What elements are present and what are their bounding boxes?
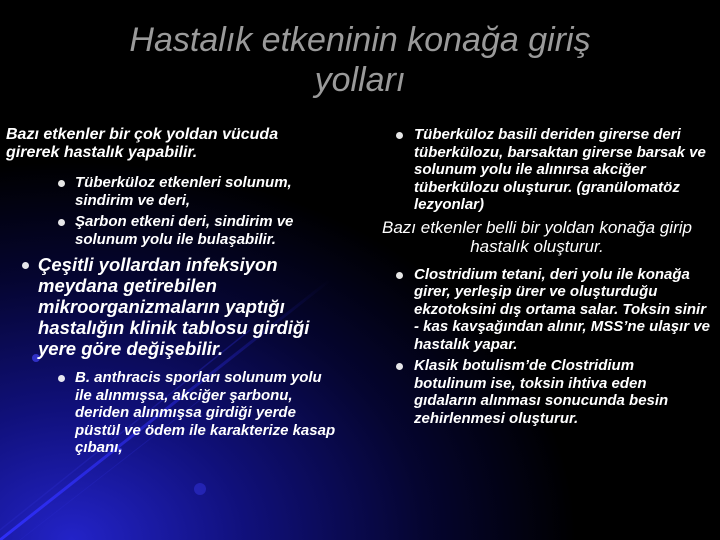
list-item-text: Clostridium tetani, deri yolu ile konağa girer, yerleşip ürer ve oluşturduğu ekzotoksini dış ortama salar. Toksin sinir - kas kavşağından alınır, MSS’ne ulaşır ve hastalık yapar.	[414, 265, 710, 353]
bullet-icon	[396, 272, 403, 279]
list-item-text: Klasik botulism’de Clostridium botulinum ise, toksin ihtiva eden gıdaların alınması sonucunda besin zehirlenmesi oluşturur.	[414, 357, 669, 427]
right-column	[356, 126, 718, 427]
bullet-icon	[58, 219, 65, 226]
bullet-icon	[396, 363, 403, 370]
list-item-tetani	[356, 266, 718, 354]
bullet-icon	[22, 262, 29, 269]
list-item-anthracis	[0, 369, 352, 457]
list-item-tb-routes	[0, 174, 352, 209]
left-column	[0, 126, 352, 457]
list-item-text: B. anthracis sporları solunum yolu ile alınmışsa, akciğer şarbonu, deriden alınmışsa girdiği yerde püstül ve ödem ile karakterize kasap çıbanı,	[75, 369, 336, 456]
list-item-text: Şarbon etkeni deri, sindirim ve solunum yolu ile bulaşabilir.	[75, 213, 294, 248]
bullet-icon	[58, 180, 65, 187]
main-point	[0, 254, 352, 359]
title-line-2: yolları	[314, 61, 406, 99]
slide-title	[0, 20, 720, 100]
intro-text: Bazı etkenler bir çok yoldan vücuda girerek hastalık yapabilir.	[6, 126, 279, 161]
list-item-anthrax-routes	[0, 213, 352, 248]
bullet-icon	[396, 132, 403, 139]
section-heading	[356, 218, 718, 256]
list-item-text: Tüberküloz etkenleri solunum, sindirim ve deri,	[75, 174, 292, 209]
main-point-text: Çeşitli yollardan infeksiyon meydana getirebilen mikroorganizmaların yaptığı hastalığın klinik tablosu girdiği yere göre değişebilir.	[38, 254, 310, 359]
list-item-tb-bacillus	[356, 126, 718, 214]
intro-paragraph	[0, 126, 352, 162]
bullet-icon	[58, 375, 65, 382]
list-item-botulism	[356, 357, 718, 427]
title-line-1: Hastalık etkeninin konağa giriş	[129, 21, 591, 59]
section-heading-text: Bazı etkenler belli bir yoldan konağa girip hastalık oluşturur.	[382, 217, 692, 256]
list-item-text: Tüberküloz basili deriden girerse deri tüberkülozu, barsaktan girerse barsak ve solunum yolu ile alınırsa akciğer tüberkülozu oluşturur. (granülomatöz lezyonlar)	[414, 126, 706, 213]
